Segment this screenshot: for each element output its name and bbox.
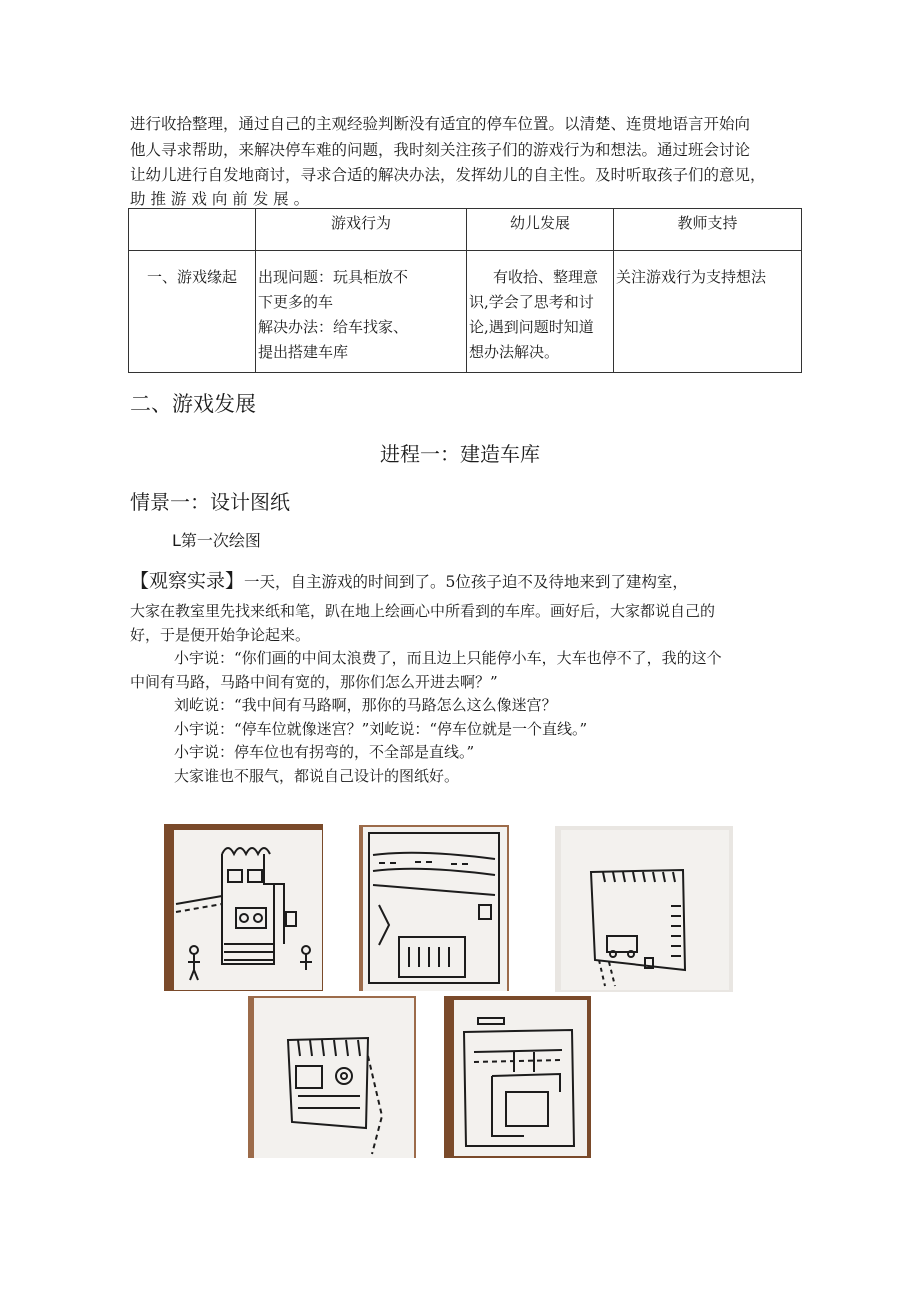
section-heading: 二、游戏发展	[130, 392, 256, 416]
dialog-line: 小宇说：“停车位就像迷宫？”刘屹说：“停车位就是一个直线。”	[174, 719, 588, 738]
table-stage-cell: 一、游戏缘起	[129, 251, 256, 373]
development-line: 识,学会了思考和讨	[469, 293, 594, 311]
dialog-line: 好，于是便开始争论起来。	[130, 625, 311, 644]
scene-heading: 情景一：设计图纸	[130, 490, 290, 514]
dialog-line: 中间有马路，马路中间有宽的，那你们怎么开进去啊？”	[130, 672, 498, 691]
table-development-cell	[467, 251, 614, 373]
spread-char: 助	[130, 189, 146, 208]
behavior-line: 出现问题：玩具柜放不	[258, 268, 409, 286]
table-header-cell	[129, 209, 256, 251]
drawing-photo-5	[444, 996, 591, 1158]
intro-paragraph	[130, 112, 802, 207]
dialog-line: 大家在教室里先找来纸和笔，趴在地上绘画心中所看到的车库。画好后，大家都说自己的	[130, 602, 716, 620]
table-header-cell: 幼儿发展	[467, 209, 614, 251]
table-row	[129, 251, 802, 373]
table-support-cell: 关注游戏行为支持想法	[614, 251, 802, 373]
drawing-photo-4	[248, 996, 416, 1158]
drawing-photo-1	[164, 824, 323, 991]
spread-char: 推	[150, 189, 166, 208]
behavior-line: 下更多的车	[258, 293, 334, 311]
spread-char: 向	[211, 189, 228, 208]
spread-char: 戏	[191, 189, 207, 208]
intro-line: 他人寻求帮助，来解决停车难的问题，我时刻关注孩子们的游戏行为和想法。通过班会讨论	[130, 140, 751, 159]
spread-char: 前	[232, 189, 248, 208]
game-table	[128, 208, 802, 373]
sub-heading: L第一次绘图	[172, 531, 261, 550]
observation-text: 一天，自主游戏的时间到了。5位孩子迫不及待地来到了建构室，	[244, 573, 688, 591]
observation-tag: 【观察实录】	[130, 570, 245, 592]
drawing-photo-2	[359, 825, 509, 991]
dialog-line: 刘屹说：“我中间有马路啊，那你的马路怎么这么像迷宫？	[174, 696, 557, 714]
observation-line	[130, 566, 688, 593]
dialog-line: 小宇说：“你们画的中间太浪费了，而且边上只能停小车，大车也停不了，我的这个	[174, 649, 722, 667]
spread-line	[130, 191, 802, 207]
behavior-line: 解决办法：给车找家、	[258, 318, 409, 336]
table-header-cell: 游戏行为	[256, 209, 467, 251]
table-header-row	[129, 209, 802, 251]
spread-char: 发	[252, 189, 269, 208]
development-line: 想办法解决。	[469, 343, 560, 361]
process-heading: 进程一：建造车库	[380, 442, 540, 466]
development-line: 有收拾、整理意	[493, 268, 599, 286]
intro-line: 让幼儿进行自发地商讨，寻求合适的解决办法，发挥幼儿的自主性。及时听取孩子们的意见，	[130, 166, 766, 184]
dialog-line: 小宇说：停车位也有拐弯的，不全部是直线。”	[174, 743, 475, 761]
intro-line: 进行收拾整理，通过自己的主观经验判断没有适宜的停车位置。以清楚、连贯地语言开始向	[130, 115, 751, 133]
spread-char: 游	[170, 189, 187, 208]
spread-char: 展	[273, 189, 289, 208]
development-line: 论,遇到问题时知道	[469, 318, 594, 336]
dialog-paragraph	[130, 600, 810, 788]
behavior-line: 提出搭建车库	[258, 343, 349, 361]
table-behavior-cell	[256, 251, 467, 373]
drawing-photo-3	[555, 826, 733, 992]
dialog-line: 大家谁也不服气，都说自己设计的图纸好。	[174, 766, 460, 785]
table-header-cell: 教师支持	[614, 209, 802, 251]
spread-char: 。	[293, 189, 310, 208]
